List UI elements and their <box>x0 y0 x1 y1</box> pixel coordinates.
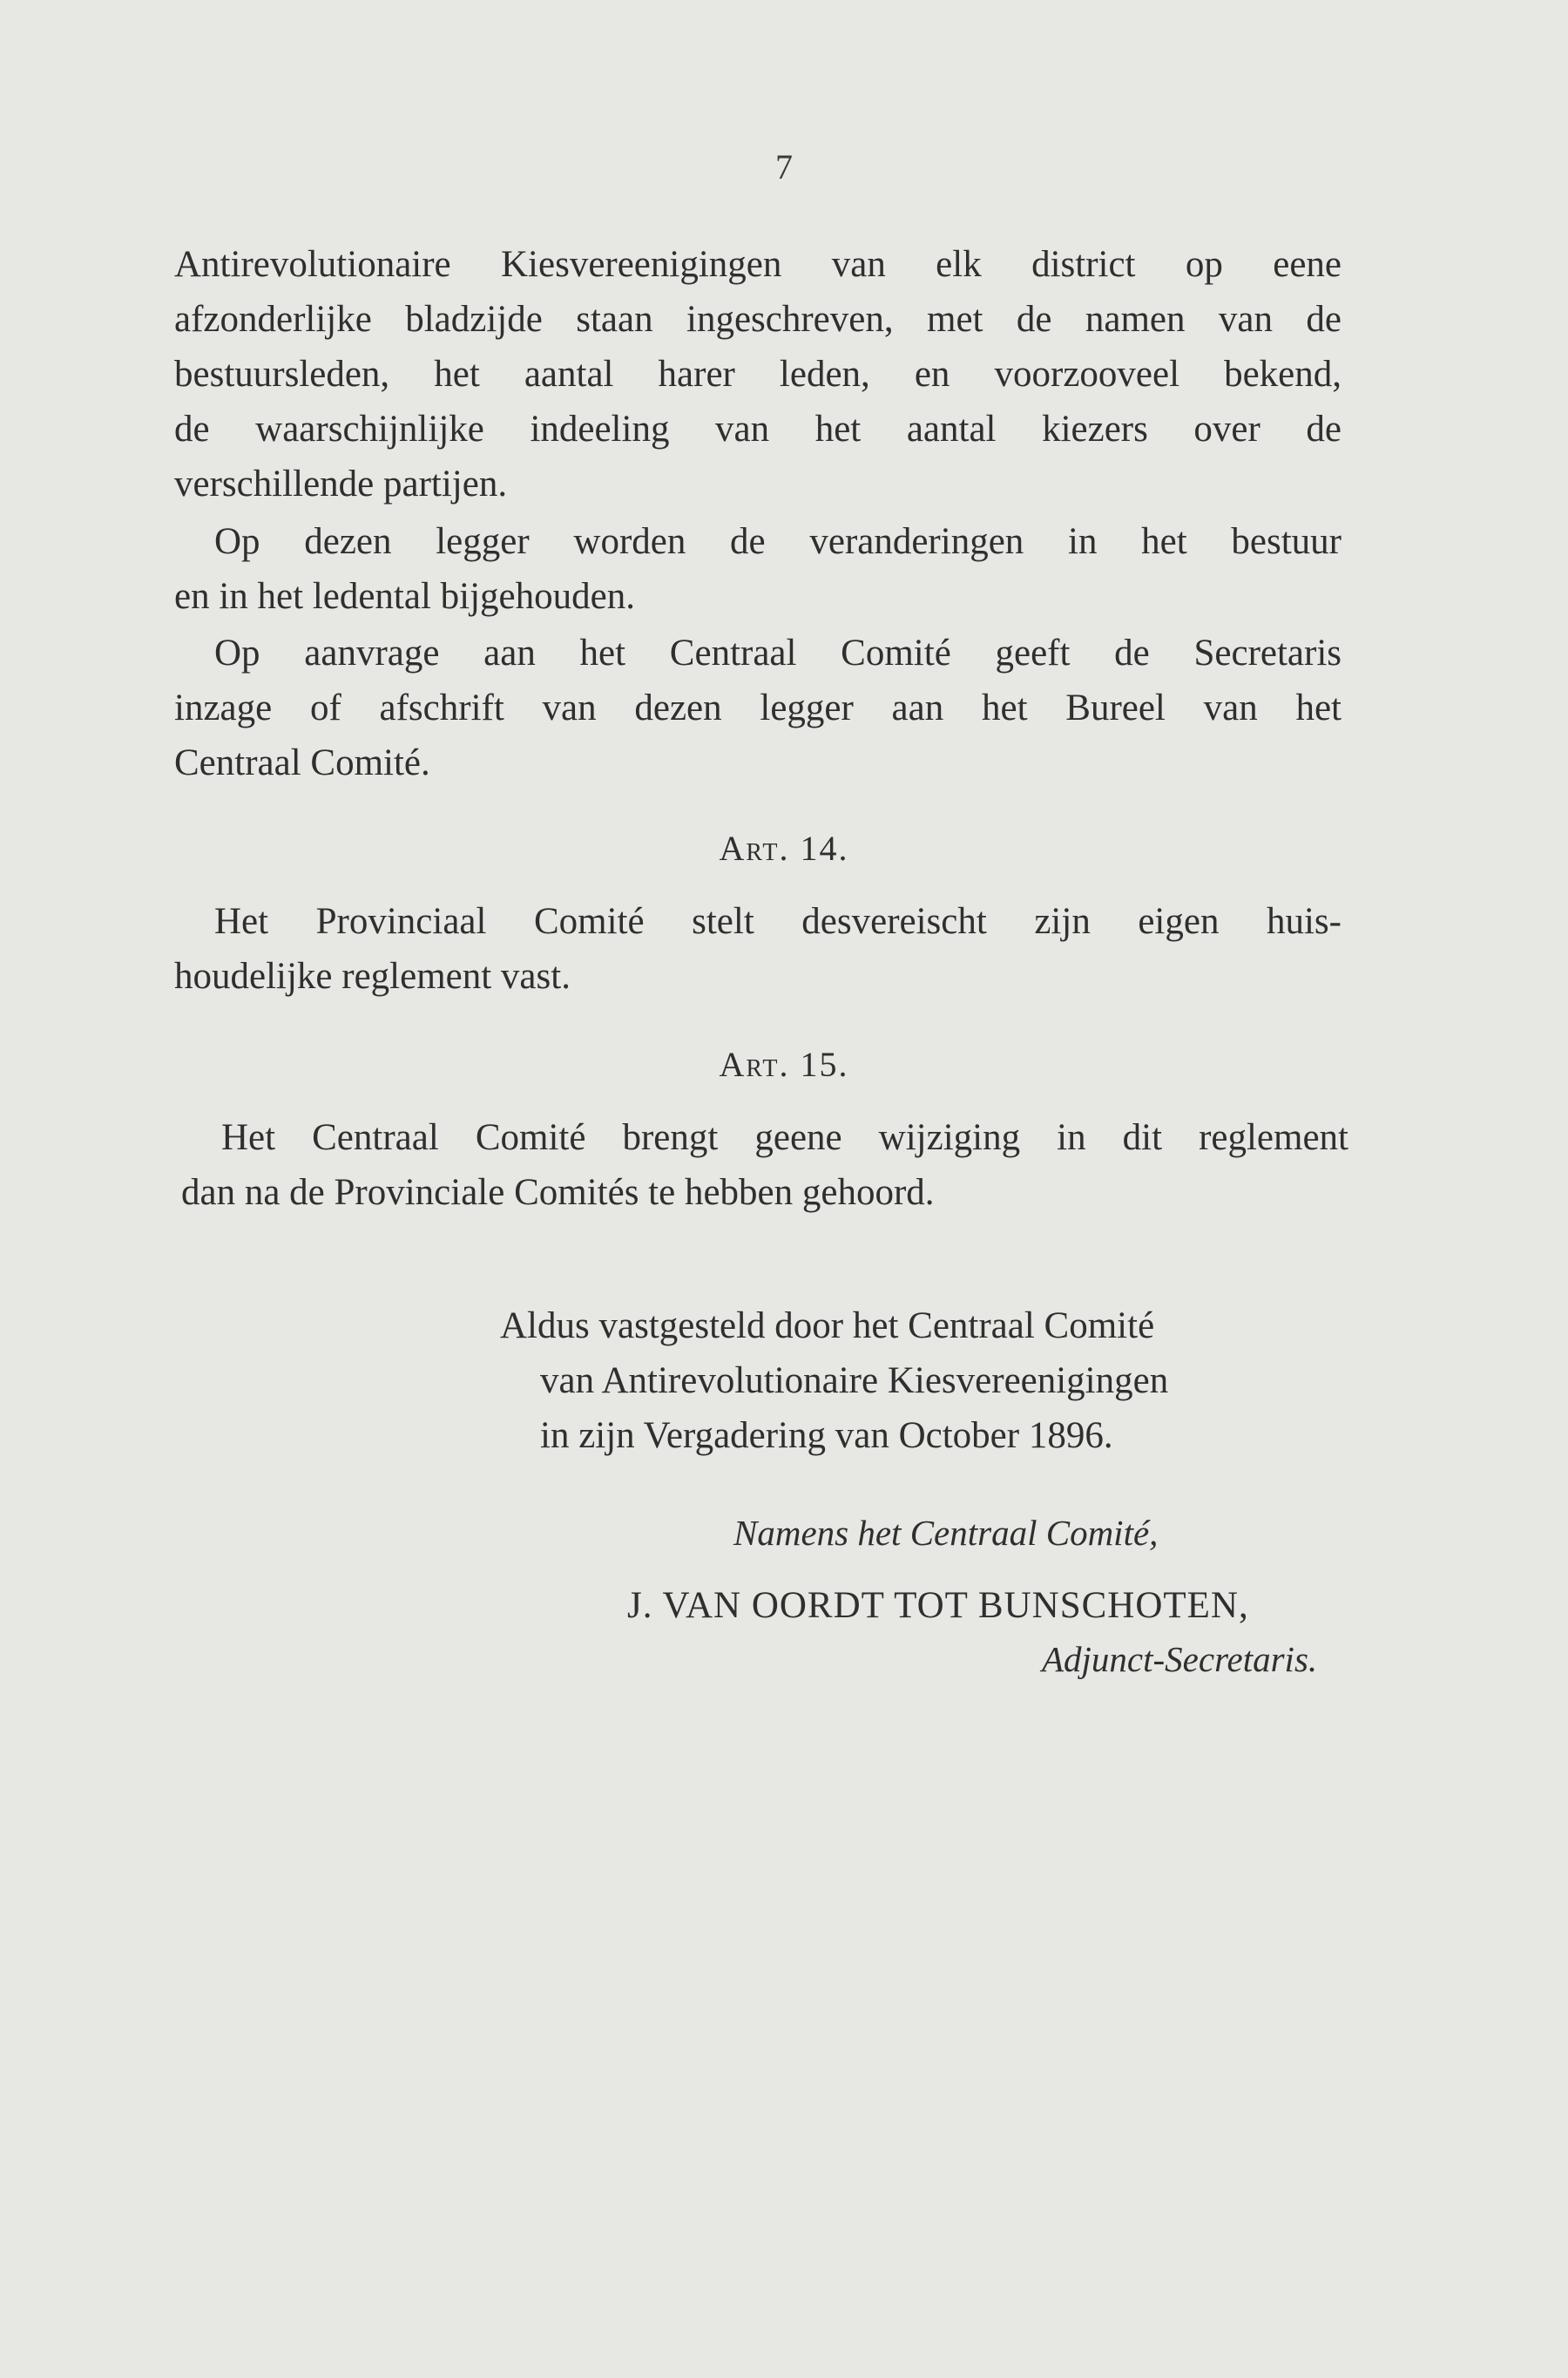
text-line: houdelijke reglement vast. <box>174 956 571 997</box>
paragraph-continuation <box>174 237 1342 512</box>
text-line: afzonderlijke bladzijde staan ingeschreven, met de namen van de <box>174 299 1342 340</box>
text-line: Het Centraal Comité brengt geene wijziging in dit reglement <box>221 1117 1348 1158</box>
signature-on-behalf: Namens het Centraal Comité, <box>733 1513 1159 1553</box>
article-14-heading: Art. 14. <box>719 829 849 868</box>
text-line: in zijn Vergadering van October 1896. <box>540 1415 1113 1456</box>
paragraph-request <box>174 626 1342 790</box>
text-line: dan na de Provinciale Comités te hebben gehoord. <box>181 1172 935 1213</box>
text-line: inzage of afschrift van dezen legger aan het Bureel van het <box>174 688 1342 728</box>
text-line: Centraal Comité. <box>174 742 430 783</box>
article-14-text <box>174 894 1342 1004</box>
closing-statement <box>500 1298 1168 1463</box>
signature-title: Adjunct-Secretaris. <box>1042 1639 1318 1679</box>
text-line: bestuursleden, het aantal harer leden, en voorzooveel bekend, <box>174 354 1342 395</box>
article-15-heading: Art. 15. <box>719 1045 849 1084</box>
text-line: Op dezen legger worden de veranderingen in het bestuur <box>214 521 1342 562</box>
text-line: Op aanvrage aan het Centraal Comité geeft de Secretaris <box>214 633 1342 674</box>
text-line: de waarschijnlijke indeeling van het aantal kiezers over de <box>174 409 1342 450</box>
text-line: verschillende partijen. <box>174 464 508 505</box>
text-line: Het Provinciaal Comité stelt desvereischt zijn eigen huis- <box>214 901 1342 942</box>
signature-name: J. VAN OORDT TOT BUNSCHOTEN, <box>627 1585 1249 1626</box>
paragraph-ledger <box>174 514 1342 624</box>
text-line: Aldus vastgesteld door het Centraal Comité <box>500 1305 1155 1346</box>
article-15-text <box>181 1110 1348 1220</box>
text-line: Antirevolutionaire Kiesvereenigingen van elk district op eene <box>174 244 1342 285</box>
page-number: 7 <box>775 147 793 186</box>
text-line: van Antirevolutionaire Kiesvereenigingen <box>540 1360 1169 1401</box>
text-line: en in het ledental bijgehouden. <box>174 576 635 617</box>
